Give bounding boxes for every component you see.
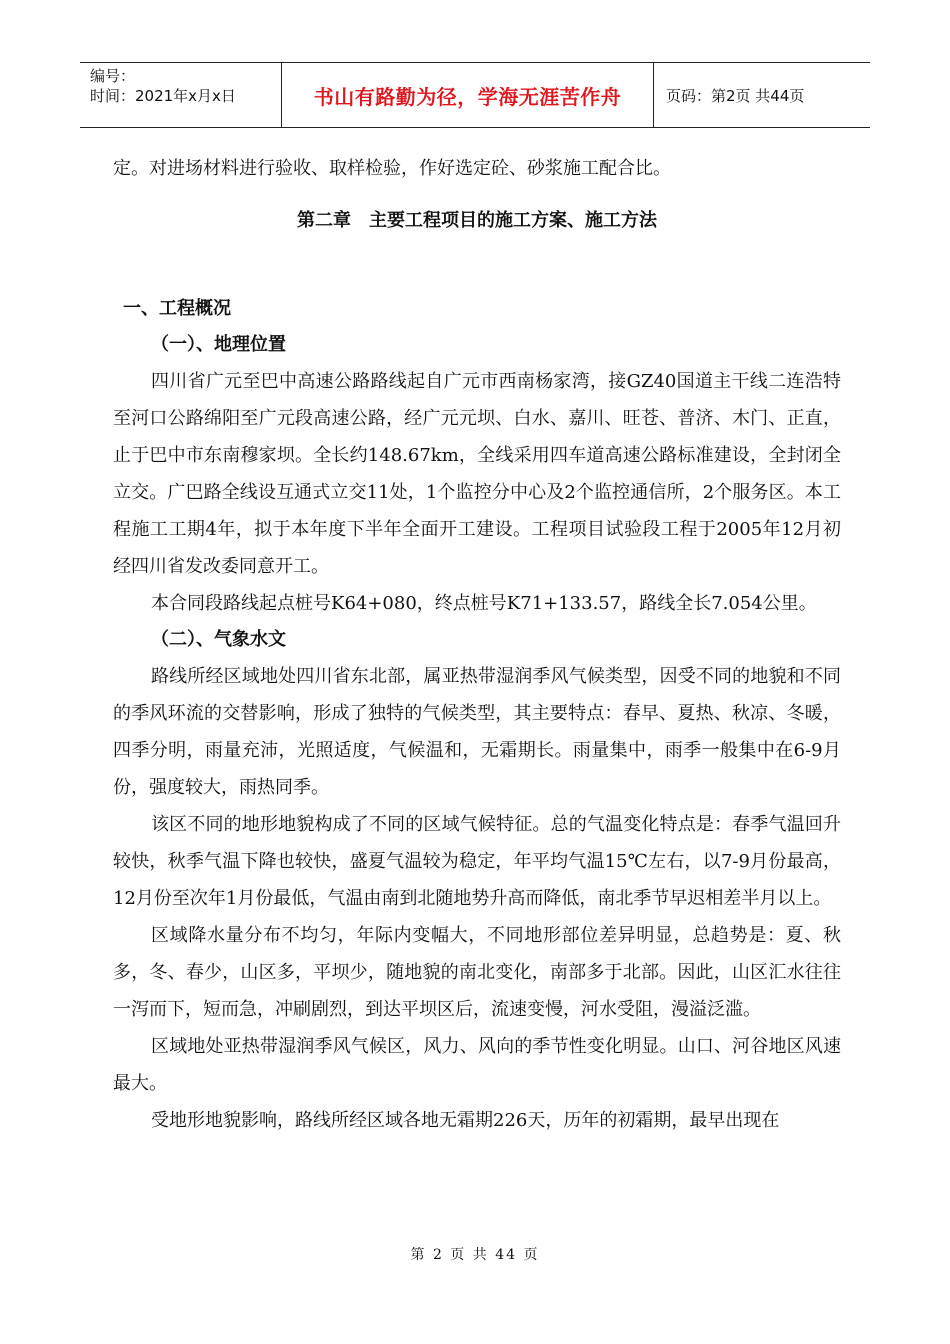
section-heading: 一、工程概况 <box>123 298 231 319</box>
header-meta <box>80 63 282 127</box>
paragraph: 区域降水量分布不均匀，年际内变幅大，不同地形部位差异明显，总趋势是：夏、秋多，冬、春少，山区多，平坝少，随地貌的南北变化，南部多于北部。因此，山区汇水往往一泻而下，短而急，冲刷剧烈，到达平坝区后，流速变慢，河水受阻，漫溢泛滥。 <box>113 925 841 1020</box>
header-motto: 书山有路勤为径，学海无涯苦作舟 <box>282 63 654 127</box>
page-header <box>80 62 870 128</box>
chapter-title: 第二章 主要工程项目的施工方案、施工方法 <box>297 210 657 231</box>
header-page-info: 页码：第2页 共44页 <box>666 86 805 105</box>
document-body <box>113 150 841 1139</box>
subsection-heading-location: （一）、地理位置 <box>151 334 286 355</box>
paragraph: 区域地处亚热带湿润季风气候区，风力、风向的季节性变化明显。山口、河谷地区风速最大。 <box>113 1036 841 1094</box>
document-time-label: 时间：2021年x月x日 <box>90 87 236 105</box>
paragraph: 该区不同的地形地貌构成了不同的区域气候特征。总的气温变化特点是：春季气温回升较快，秋季气温下降也较快，盛夏气温较为稳定，年平均气温15℃左右，以7-9月份最高，12月份至次年1月份最低，气温由南到北随地势升高而降低，南北季节早迟相差半月以上。 <box>113 814 841 909</box>
paragraph: 四川省广元至巴中高速公路路线起自广元市西南杨家湾，接GZ40国道主干线二连浩特至河口公路绵阳至广元段高速公路，经广元元坝、白水、嘉川、旺苍、普济、木门、正直，止于巴中市东南穆家坝。全长约148.67km，全线采用四车道高速公路标准建设，全封闭全立交。广巴路全线设互通式立交11处，1个监控分中心及2个监控通信所，2个服务区。本工程施工工期4年，拟于本年度下半年全面开工建设。工程项目试验段工程于2005年12月初经四川省发改委同意开工。 <box>113 371 841 577</box>
document-number-label: 编号： <box>90 67 136 85</box>
page-footer: 第 2 页 共 44 页 <box>410 1247 540 1263</box>
paragraph: 受地形地貌影响，路线所经区域各地无霜期226天，历年的初霜期，最早出现在 <box>151 1110 780 1131</box>
subsection-heading-climate: （二）、气象水文 <box>151 629 286 650</box>
paragraph: 本合同段路线起点桩号K64+080，终点桩号K71+133.57，路线全长7.054公里。 <box>151 593 817 614</box>
intro-paragraph: 定。对进场材料进行验收、取样检验，作好选定砼、砂浆施工配合比。 <box>113 158 671 179</box>
paragraph: 路线所经区域地处四川省东北部，属亚热带湿润季风气候类型，因受不同的地貌和不同的季风环流的交替影响，形成了独特的气候类型，其主要特点：春早、夏热、秋凉、冬暖，四季分明，雨量充沛，光照适度，气候温和，无霜期长。雨量集中，雨季一般集中在6-9月份，强度较大，雨热同季。 <box>113 666 841 798</box>
